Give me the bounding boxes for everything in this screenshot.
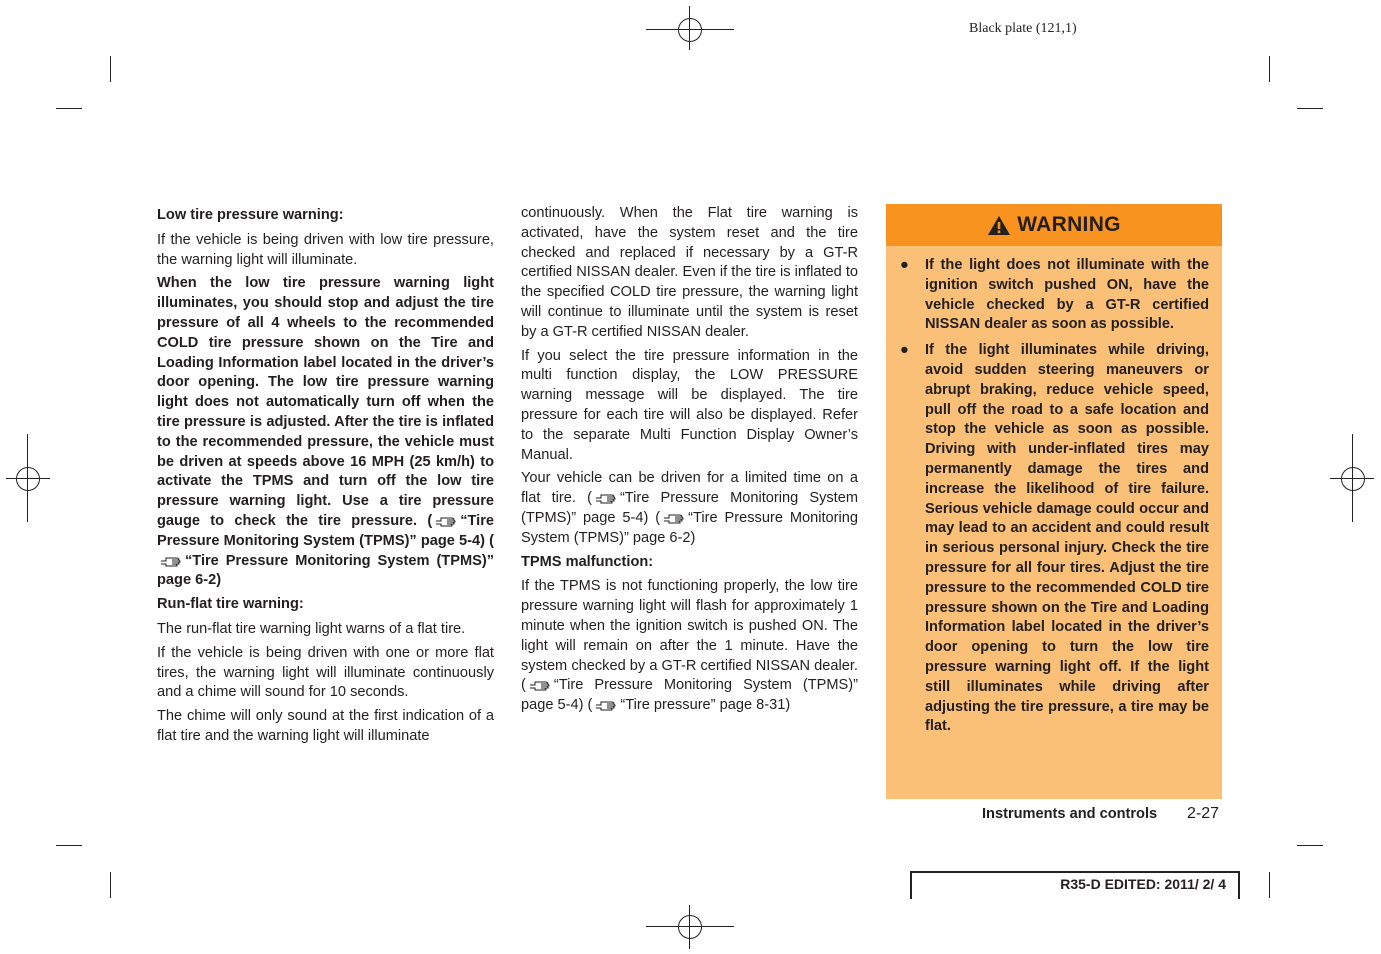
warning-triangle-icon [987,215,1011,236]
plate-label: Black plate (121,1) [969,21,1077,36]
heading-low-tire-pressure: Low tire pressure warning: [157,207,344,223]
warning-list [886,256,1222,737]
paragraph: Your vehicle can be driven for a limited time on a flat tire. ( “Tire Pressure Monitoring System (TPMS)” page 5-4) ( “Tire Pressure Monitoring System (TPMS)” page 6-2) [521,470,858,546]
paragraph: If the TPMS is not functioning properly, the low tire pressure warning light will flash for approximately 1 minute when the ignition switch is pushed ON. The light will remain on after the 1 minute. Have the system checked by a GT-R certified NISSAN dealer. ( “Tire Pressure Monitoring System (TPMS)” page 5-4) ( “Tire pressure” page 8-31) [521,578,858,714]
heading-tpms-malfunction: TPMS malfunction: [521,553,654,570]
warning-item: ● If the light does not illuminate with the ignition switch pushed ON, have the vehicle checked by a GT-R certified NISSAN dealer as soon as possible. [900,257,1209,333]
paragraph: The run-flat tire warning light warns of a flat tire. [157,620,466,637]
warning-title: WARNING [1017,213,1121,236]
warning-header [886,204,1222,246]
paragraph: If you select the tire pressure information in the multi function display, the LOW PRESSURE warning message will be displayed. The tire pressure for each tire will also be displayed. Refer to the separate Multi Function Display Owner’s Manual. [521,347,858,463]
edited-stamp [910,871,1240,899]
pointing-hand-icon [595,492,617,504]
paragraph: If the vehicle is being driven with one or more flat tires, the warning light will illuminate continuously and a chime will sound for 10 seconds. [157,644,494,701]
heading-run-flat: Run-flat tire warning: [157,596,304,613]
paragraph: continuously. When the Flat tire warning is activated, have the system reset and the tire checked and replaced if necessary by a GT-R certified NISSAN dealer. Even if the tire is inflated to the specified COLD tire pressure, the warning light will continue to illuminate until the system is reset by a GT-R certified NISSAN dealer. [521,205,858,340]
warning-item: ● If the light illuminates while driving, avoid sudden steering maneuvers or abrupt braking, reduce vehicle speed, pull off the road to a safe location and stop the vehicle as soon as possible. Driving with under-inflated tires may permanently damage the tires and increase the likelihood of tire failure. Serious vehicle damage could occur and may lead to an accident and could result in serious personal injury. Check the tire pressure for all four tires. Adjust the tire pressure to the recommended COLD tire pressure shown on the Tire and Loading Information label located in the driver’s door opening to turn the low tire pressure warning light off. If the light still illuminates while driving after adjusting the tire pressure, a tire may be flat. [900,342,1209,735]
pointing-hand-icon [663,512,685,524]
pointing-hand-icon [529,679,551,691]
paragraph-bold: When the low tire pressure warning light illuminates, you should stop and adjust the tire pressure of all 4 wheels to the recommended COLD tire pressure shown on the Tire and Loading Information label located in the driver’s door opening. The low tire pressure warning light does not automatically turn off when the tire pressure is adjusted. After the tire is inflated to the recommended pressure, the vehicle must be driven at speeds above 16 MPH (25 km/h) to activate the TPMS and turn off the low tire pressure warning light. Use a tire pressure gauge to check the tire pressure. ( “Tire Pressure Monitoring System (TPMS)” page 5-4) (“Tire Pressure Monitoring System (TPMS)” page 6-2) [157,275,494,589]
column-left [157,204,494,751]
paragraph: If the vehicle is being driven with low tire pressure, the warning light will illuminate. [157,231,494,268]
page-number: 2-27 [1187,805,1220,822]
paragraph: The chime will only sound at the first indication of a flat tire and the warning light will illuminate [157,708,494,744]
pointing-hand-icon [435,515,457,527]
pointing-hand-icon [595,699,617,711]
warning-box [886,204,1222,799]
column-middle [521,204,858,720]
edited-label: R35-D EDITED: 2011/ 2/ 4 [1060,876,1226,892]
pointing-hand-icon [160,555,182,567]
section-title: Instruments and controls [982,806,1158,822]
